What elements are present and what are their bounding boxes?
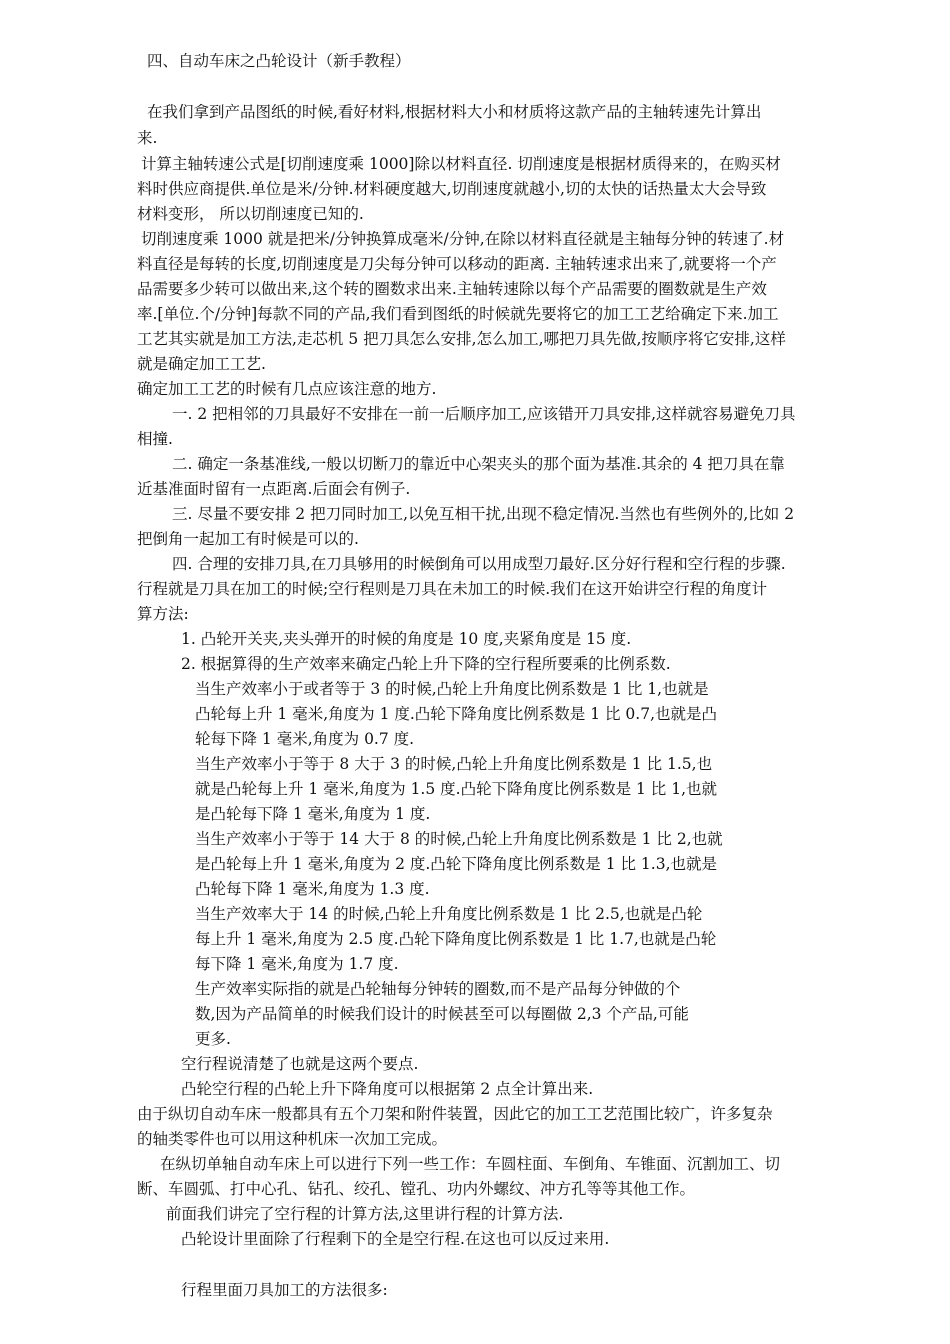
text-line: 率.[单位.个/分钟]每款不同的产品,我们看到图纸的时候就先要将它的加工工艺给确定下来.加工	[137, 305, 779, 323]
text-line: 断、车圆弧、打中心孔、钻孔、绞孔、镗孔、功内外螺纹、冲方孔等等其他工作。	[137, 1180, 696, 1198]
text-line: 来.	[137, 129, 158, 147]
text-line: 每下降 1 毫米,角度为 1.7 度.	[195, 955, 399, 973]
text-line: 1. 凸轮开关夹,夹头弹开的时候的角度是 10 度,夹紧角度是 15 度.	[181, 630, 632, 648]
text-line: 算方法:	[137, 605, 189, 623]
text-line: 在纵切单轴自动车床上可以进行下列一些工作：车圆柱面、车倒角、车锥面、沉割加工、切	[160, 1155, 781, 1173]
text-line: 计算主轴转速公式是[切削速度乘 1000]除以材料直径. 切削速度是根据材质得来的，在购买材	[141, 155, 781, 173]
text-line: 凸轮每上升 1 毫米,角度为 1 度.凸轮下降角度比例系数是 1 比 0.7,也就是凸	[195, 705, 718, 723]
text-line: 空行程说清楚了也就是这两个要点.	[181, 1055, 419, 1073]
text-line: 切削速度乘 1000 就是把米/分钟换算成毫米/分钟,在除以材料直径就是主轴每分钟的转速了.材	[141, 230, 785, 248]
text-line: 料时供应商提供.单位是米/分钟.材料硬度越大,切削速度就越小,切的太快的话热量太大会导致	[137, 180, 767, 198]
text-line: 四. 合理的安排刀具,在刀具够用的时候倒角可以用成型刀最好.区分好行程和空行程的步骤.	[172, 555, 786, 573]
text-line: 更多.	[195, 1030, 231, 1048]
text-line: 确定加工工艺的时候有几点应该注意的地方.	[137, 380, 437, 398]
text-line: 当生产效率小于等于 8 大于 3 的时候,凸轮上升角度比例系数是 1 比 1.5,也	[195, 755, 713, 773]
text-line: 就是确定加工工艺.	[137, 355, 266, 373]
text-line: 行程就是刀具在加工的时候;空行程则是刀具在未加工的时候.我们在这开始讲空行程的角度计	[137, 580, 768, 598]
text-line: 2. 根据算得的生产效率来确定凸轮上升下降的空行程所要乘的比例系数.	[181, 655, 671, 673]
text-line: 每上升 1 毫米,角度为 2.5 度.凸轮下降角度比例系数是 1 比 1.7,也就是凸轮	[195, 930, 717, 948]
text-line: 品需要多少转可以做出来,这个转的圈数求出来.主轴转速除以每个产品需要的圈数就是生产效	[137, 280, 767, 298]
text-line: 当生产效率小于或者等于 3 的时候,凸轮上升角度比例系数是 1 比 1,也就是	[195, 680, 709, 698]
text-line: 的轴类零件也可以用这种机床一次加工完成。	[137, 1130, 448, 1148]
text-line: 当生产效率小于等于 14 大于 8 的时候,凸轮上升角度比例系数是 1 比 2,也就	[195, 830, 723, 848]
text-line: 凸轮空行程的凸轮上升下降角度可以根据第 2 点全计算出来.	[181, 1080, 594, 1098]
text-line: 三. 尽量不要安排 2 把刀同时加工,以免互相干扰,出现不稳定情况.当然也有些例外的,比如 2	[172, 505, 795, 523]
text-line: 二. 确定一条基准线,一般以切断刀的靠近中心架夹头的那个面为基准.其余的 4 把刀具在靠	[172, 455, 785, 473]
text-line: 把倒角一起加工有时候是可以的.	[137, 530, 359, 548]
text-line: 当生产效率大于 14 的时候,凸轮上升角度比例系数是 1 比 2.5,也就是凸轮	[195, 905, 703, 923]
text-line: 生产效率实际指的就是凸轮轴每分钟转的圈数,而不是产品每分钟做的个	[195, 980, 681, 998]
text-line: 一. 2 把相邻的刀具最好不安排在一前一后顺序加工,应该错开刀具安排,这样就容易避免刀具	[172, 405, 796, 423]
text-line: 是凸轮每上升 1 毫米,角度为 2 度.凸轮下降角度比例系数是 1 比 1.3,也就是	[195, 855, 718, 873]
text-line: 前面我们讲完了空行程的计算方法,这里讲行程的计算方法.	[166, 1205, 564, 1223]
text-line: 相撞.	[137, 430, 173, 448]
text-line: 料直径是每转的长度,切削速度是刀尖每分钟可以移动的距离. 主轴转速求出来了,就要将一个产	[137, 255, 777, 273]
text-line: 在我们拿到产品图纸的时候,看好材料,根据材料大小和材质将这款产品的主轴转速先计算出	[147, 103, 762, 121]
text-line: 数,因为产品简单的时候我们设计的时候甚至可以每圈做 2,3 个产品,可能	[195, 1005, 689, 1023]
text-line: 材料变形， 所以切削速度已知的.	[137, 205, 364, 223]
text-line: 近基准面时留有一点距离.后面会有例子.	[137, 480, 411, 498]
text-line: 是凸轮每下降 1 毫米,角度为 1 度.	[195, 805, 431, 823]
text-line: 工艺其实就是加工方法,走芯机 5 把刀具怎么安排,怎么加工,哪把刀具先做,按顺序将它安排,这样	[137, 330, 786, 348]
text-line: 轮每下降 1 毫米,角度为 0.7 度.	[195, 730, 415, 748]
text-line: 凸轮每下降 1 毫米,角度为 1.3 度.	[195, 880, 430, 898]
text-line: 行程里面刀具加工的方法很多:	[181, 1281, 388, 1299]
text-line: 凸轮设计里面除了行程剩下的全是空行程.在这也可以反过来用.	[181, 1230, 610, 1248]
text-line: 由于纵切自动车床一般都具有五个刀架和附件装置，因此它的加工工艺范围比较广，许多复杂	[137, 1105, 773, 1123]
text-line: 就是凸轮每上升 1 毫米,角度为 1.5 度.凸轮下降角度比例系数是 1 比 1,也就	[195, 780, 718, 798]
document-title: 四、自动车床之凸轮设计（新手教程）	[147, 52, 411, 70]
